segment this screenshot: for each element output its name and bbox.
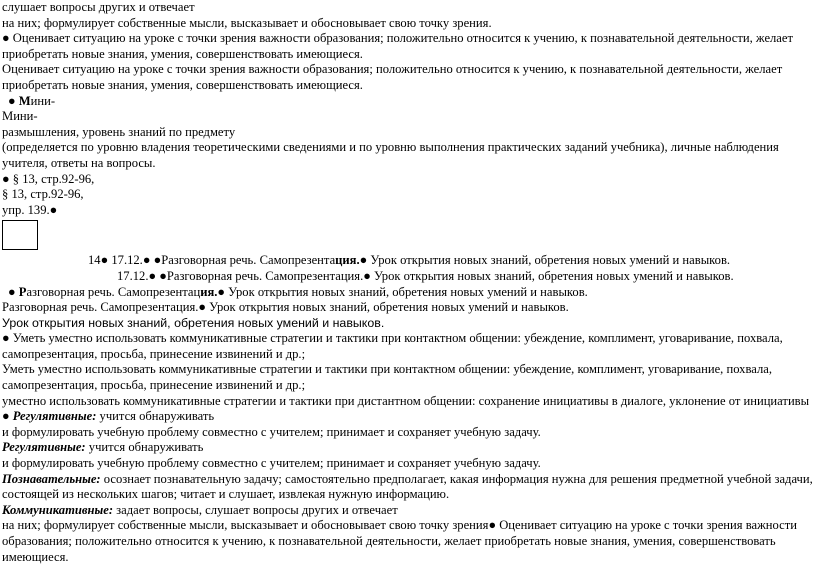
text-line: ● § 13, стр.92-96, (2, 171, 95, 186)
text-line: на них; формулирует собственные мысли, высказывает и обосновывает свою точку зрения. (2, 15, 492, 30)
text-line: и формулировать учебную проблему совместно с учителем; принимает и сохраняет учебную задачу. (2, 456, 541, 471)
text-paragraph: Уметь уместно использовать коммуникативные стратегии и тактики при контактном общении: убеждение, комплимент, уговаривание, похвала, самопрезентация, просьба, принесение извинений и др.; (2, 362, 772, 393)
text-line: и формулировать учебную проблему совместно с учителем; принимает и сохраняет учебную задачу. (2, 424, 541, 439)
text-fragment: ● Урок открытия новых знаний, обретения новых умений и навыков. (217, 284, 588, 299)
text-paragraph: уместно использовать коммуникативные стратегии и тактики при дистантном общении: сохранение инициативы в диалоге, уклонение от инициативы (2, 393, 810, 408)
section-label: Познавательные: (2, 471, 101, 486)
text-paragraph: (определяется по уровню владения теоретическими сведениями и по уровню выполнения практических заданий учебника), личные наблюдения учителя, ответы на вопросы. (2, 140, 779, 170)
text-fragment: ини- (30, 93, 56, 108)
bullet: ● (2, 409, 13, 424)
section-label: Регулятивные: (2, 440, 86, 455)
text-fragment: азговорная речь. Самопрезентац (26, 284, 201, 299)
text-line: упр. 139.● (2, 202, 58, 217)
bullet: ● (8, 93, 19, 108)
text-line (2, 503, 814, 519)
empty-table-cell (2, 220, 38, 250)
bold-letter: М (18, 93, 31, 108)
text-line (2, 253, 814, 269)
section-label: Регулятивные: (12, 409, 97, 424)
text-line (2, 440, 814, 456)
text-line: Урок открытия новых знаний, обретения новых умений и навыков. (2, 315, 385, 330)
text-line: размышления, уровень знаний по предмету (2, 124, 236, 139)
text-fragment: ● Урок открытия новых знаний, обретения новых умений и навыков. (359, 253, 731, 268)
text-paragraph: ● Уметь уместно использовать коммуникативные стратегии и тактики при контактном общении: убеждение, комплимент, уговаривание, похвала, самопрезентация, просьба, принесение извинений и др.; (2, 331, 783, 361)
text-fragment: задает вопросы, слушает вопросы других и отвечает (113, 502, 398, 517)
text-paragraph: Оценивает ситуацию на уроке с точки зрения важности образования; положительно относится к учению, к познавательной деятельности, желает приобретать новые знания, умения, совершенствовать имеющиеся. (2, 62, 783, 92)
bold-letter: Р (18, 284, 27, 299)
text-fragment: осознает познавательную задачу; самостоятельно предполагает, какая информация нужна для решения предметной учебной задачи, состоящей из нескольких шагов; читает и слушает, извлекая нужную информацию. (2, 471, 813, 502)
text-line: § 13, стр.92-96, (2, 187, 84, 202)
bold-fragment: ция. (335, 253, 360, 268)
text-line: слушает вопросы других и отвечает (2, 0, 195, 14)
text-fragment: учится обнаруживать (96, 409, 215, 424)
text-line (2, 94, 814, 110)
text-line (2, 285, 814, 301)
text-paragraph: на них; формулирует собственные мысли, высказывает и обосновывает свою точку зрения● Оценивает ситуацию на уроке с точки зрения важности образования; положительно относится к учению, к познавательной деятельности, желает приобретать новые знания, умения, совершенствовать имеющиеся. (2, 518, 797, 564)
text-line: Мини- (2, 109, 38, 124)
text-paragraph (2, 472, 814, 503)
text-fragment: 14● 17.12.● ●Разговорная речь. Самопрезента (88, 253, 336, 268)
text-line: 17.12.● ●Разговорная речь. Самопрезентация.● Урок открытия новых знаний, обретения новых умений и навыков. (117, 268, 734, 283)
text-fragment: учится обнаруживать (85, 440, 204, 455)
section-label: Коммуникативные: (2, 502, 114, 517)
text-line: Разговорная речь. Самопрезентация.● Урок открытия новых знаний, обретения новых умений и навыков. (2, 300, 569, 315)
bold-fragment: ия. (200, 284, 218, 299)
bullet: ● (8, 284, 19, 299)
text-line (2, 409, 814, 425)
text-paragraph: ● Оценивает ситуацию на уроке с точки зрения важности образования; положительно относится к учению, к познавательной деятельности, желает приобретать новые знания, умения, совершенствовать имеющиеся. (2, 31, 793, 61)
